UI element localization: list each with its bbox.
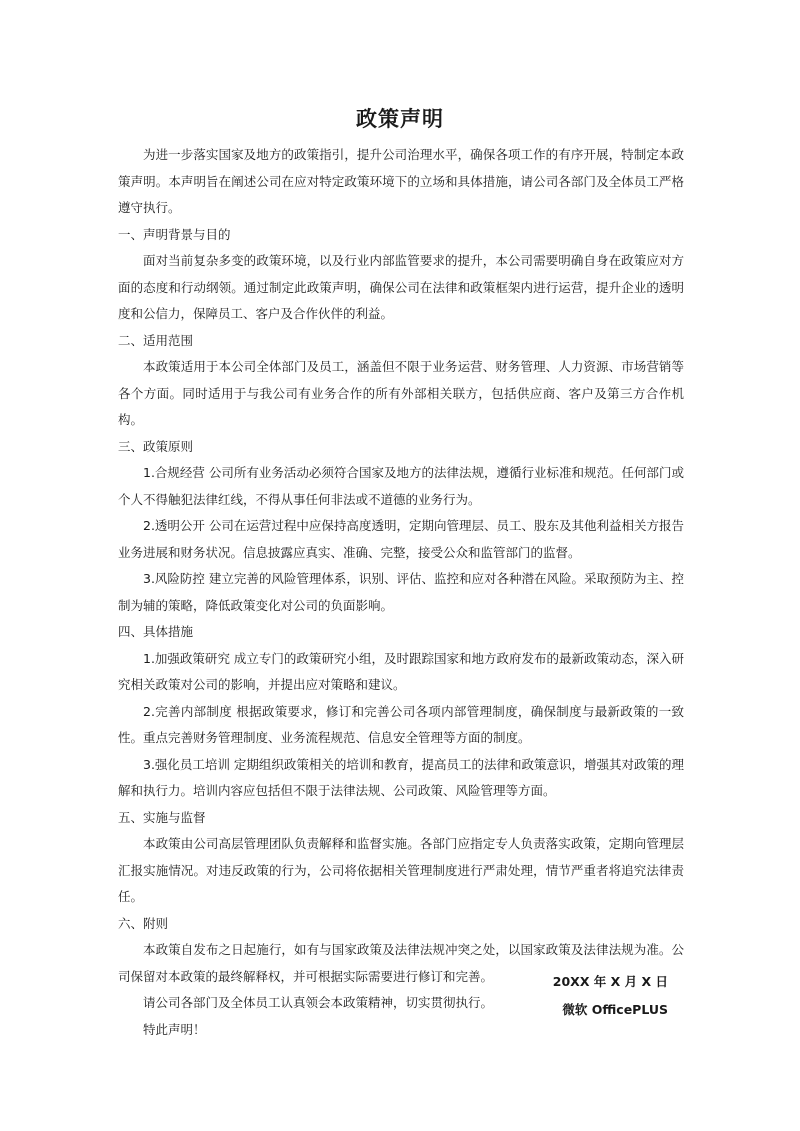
document-signature: 微软 OfficePLUS	[562, 1002, 668, 1017]
document-title: 政策声明	[356, 107, 444, 131]
section-paragraph: 本政策由公司高层管理团队负责解释和监督实施。各部门应指定专人负责落实政策，定期向管理层汇报实施情况。对违反政策的行为，公司将依据相关管理制度进行严肃处理，情节严重者将追究法律责任。	[118, 836, 684, 904]
section-paragraph: 3.风险防控 建立完善的风险管理体系，识别、评估、监控和应对各种潜在风险。采取预防为主、控制为辅的策略，降低政策变化对公司的负面影响。	[118, 571, 684, 613]
section-paragraph: 本政策自发布之日起施行，如有与国家政策及法律法规冲突之处，以国家政策及法律法规为准。公司保留对本政策的最终解释权，并可根据实际需要进行修订和完善。	[118, 942, 684, 984]
closing-statement: 特此声明！	[143, 1021, 206, 1037]
section-paragraph: 面对当前复杂多变的政策环境，以及行业内部监管要求的提升，本公司需要明确自身在政策应对方面的态度和行动纲领。通过制定此政策声明，确保公司在法律和政策框架内进行运营，提升企业的透明度和公信力，保障员工、客户及合作伙伴的利益。	[118, 253, 684, 321]
section-heading-scope: 二、适用范围	[118, 332, 194, 348]
section-heading-implementation: 五、实施与监督	[118, 809, 206, 825]
intro-paragraph: 为进一步落实国家及地方的政策指引，提升公司治理水平，确保各项工作的有序开展，特制定本政策声明。本声明旨在阐述公司在应对特定政策环境下的立场和具体措施，请公司各部门及全体员工严格遵守执行。	[118, 147, 684, 215]
section-heading-principles: 三、政策原则	[118, 438, 194, 454]
document-date: 20XX 年 X 月 X 日	[552, 974, 668, 989]
section-paragraph: 2.完善内部制度 根据政策要求，修订和完善公司各项内部管理制度，确保制度与最新政策的一致性。重点完善财务管理制度、业务流程规范、信息安全管理等方面的制度。	[118, 703, 684, 745]
document-body	[118, 142, 684, 1043]
section-heading-background: 一、声明背景与目的	[118, 226, 231, 242]
section-paragraph: 本政策适用于本公司全体部门及员工，涵盖但不限于业务运营、财务管理、人力资源、市场营销等各个方面。同时适用于与我公司有业务合作的所有外部相关联方，包括供应商、客户及第三方合作机构。	[118, 359, 684, 427]
section-paragraph: 1.加强政策研究 成立专门的政策研究小组，及时跟踪国家和地方政府发布的最新政策动态，深入研究相关政策对公司的影响，并提出应对策略和建议。	[118, 650, 684, 692]
section-paragraph: 2.透明公开 公司在运营过程中应保持高度透明，定期向管理层、员工、股东及其他利益相关方报告业务进展和财务状况。信息披露应真实、准确、完整，接受公众和监管部门的监督。	[118, 518, 684, 560]
signature-block	[553, 968, 668, 1024]
closing-paragraph: 请公司各部门及全体员工认真领会本政策精神，切实贯彻执行。	[143, 995, 494, 1010]
section-heading-appendix: 六、附则	[118, 915, 169, 931]
section-paragraph: 1.合规经营 公司所有业务活动必须符合国家及地方的法律法规，遵循行业标准和规范。任何部门或个人不得触犯法律红线，不得从事任何非法或不道德的业务行为。	[118, 465, 684, 507]
section-heading-measures: 四、具体措施	[118, 624, 194, 639]
section-paragraph: 3.强化员工培训 定期组织政策相关的培训和教育，提高员工的法律和政策意识，增强其对政策的理解和执行力。培训内容应包括但不限于法律法规、公司政策、风险管理等方面。	[118, 756, 684, 798]
